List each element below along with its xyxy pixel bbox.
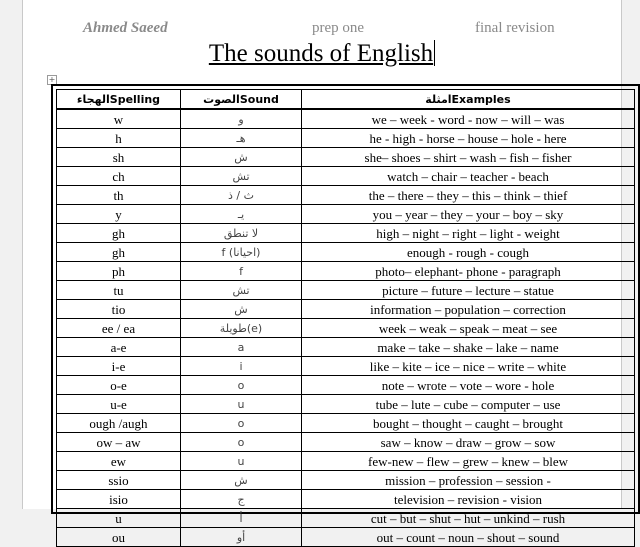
spelling-cell: ou	[57, 528, 181, 547]
table-body	[57, 109, 635, 547]
sound-cell: لا تنطق	[181, 224, 302, 243]
examples-cell: watch – chair – teacher - beach	[302, 167, 635, 186]
spelling-cell: i-e	[57, 357, 181, 376]
table-header-row	[57, 90, 635, 110]
sound-cell: هـ	[181, 129, 302, 148]
sound-cell: ش	[181, 300, 302, 319]
sound-cell: u	[181, 395, 302, 414]
author-name: Ahmed Saeed	[83, 20, 168, 36]
examples-cell: tube – lute – cube – computer – use	[302, 395, 635, 414]
spelling-cell: tio	[57, 300, 181, 319]
examples-cell: make – take – shake – lake – name	[302, 338, 635, 357]
examples-cell: week – weak – speak – meat – see	[302, 319, 635, 338]
spelling-cell: ough /augh	[57, 414, 181, 433]
revision-label: final revision	[475, 20, 555, 36]
examples-cell: few-new – flew – grew – knew – blew	[302, 452, 635, 471]
table-row	[57, 395, 635, 414]
spelling-cell: ch	[57, 167, 181, 186]
sound-cell: طويلة(e)	[181, 319, 302, 338]
table-row	[57, 186, 635, 205]
examples-cell: enough - rough - cough	[302, 243, 635, 262]
sound-cell: ج	[181, 490, 302, 509]
spelling-cell: u-e	[57, 395, 181, 414]
sound-cell: u	[181, 452, 302, 471]
examples-cell: the – there – they – this – think – thief	[302, 186, 635, 205]
spelling-cell: th	[57, 186, 181, 205]
examples-cell: photo– elephant- phone - paragraph	[302, 262, 635, 281]
column-header-sound: الصوتSound	[181, 90, 302, 110]
spelling-cell: tu	[57, 281, 181, 300]
table-move-handle-icon[interactable]: +	[48, 75, 56, 84]
spelling-cell: ew	[57, 452, 181, 471]
sound-cell: a	[181, 338, 302, 357]
spelling-cell: ph	[57, 262, 181, 281]
examples-cell: you – year – they – your – boy – sky	[302, 205, 635, 224]
text-cursor	[434, 40, 435, 66]
sound-cell: ش	[181, 148, 302, 167]
sounds-table	[56, 89, 635, 547]
table-row	[57, 300, 635, 319]
document-title[interactable]	[23, 40, 621, 68]
spelling-cell: a-e	[57, 338, 181, 357]
table-row	[57, 319, 635, 338]
column-header-examples: امثلةExamples	[302, 90, 635, 110]
table-row	[57, 338, 635, 357]
table-row	[57, 414, 635, 433]
spelling-cell: h	[57, 129, 181, 148]
table-row	[57, 262, 635, 281]
examples-cell: high – night – right – light - weight	[302, 224, 635, 243]
examples-cell: saw – know – draw – grow – sow	[302, 433, 635, 452]
sound-cell: تش	[181, 167, 302, 186]
sound-cell: i	[181, 357, 302, 376]
table-row	[57, 433, 635, 452]
spelling-cell: gh	[57, 243, 181, 262]
sounds-table-frame	[51, 84, 640, 545]
sound-cell: تش	[181, 281, 302, 300]
grade-label: prep one	[312, 20, 365, 36]
examples-cell: like – kite – ice – nice – write – white	[302, 357, 635, 376]
spelling-cell: sh	[57, 148, 181, 167]
column-header-spelling: الهجاءSpelling	[57, 90, 181, 110]
sound-cell: ث / ذ	[181, 186, 302, 205]
sound-cell: ش	[181, 471, 302, 490]
sound-cell: f	[181, 262, 302, 281]
table-row	[57, 281, 635, 300]
document-page	[22, 0, 622, 545]
examples-cell: information – population – correction	[302, 300, 635, 319]
examples-cell: we – week - word - now – will – was	[302, 109, 635, 129]
table-row	[57, 509, 635, 528]
sound-cell: أو	[181, 528, 302, 547]
examples-cell: cut – but – shut – hut – unkind – rush	[302, 509, 635, 528]
table-row	[57, 243, 635, 262]
sound-cell: أ	[181, 509, 302, 528]
examples-cell: mission – profession – session -	[302, 471, 635, 490]
spelling-cell: o-e	[57, 376, 181, 395]
header-line	[23, 20, 621, 40]
sound-cell: o	[181, 414, 302, 433]
table-row	[57, 224, 635, 243]
table-row	[57, 528, 635, 547]
table-row	[57, 109, 635, 129]
spelling-cell: y	[57, 205, 181, 224]
table-row	[57, 376, 635, 395]
spelling-cell: ssio	[57, 471, 181, 490]
sound-cell: يـ	[181, 205, 302, 224]
spelling-cell: ow – aw	[57, 433, 181, 452]
table-row	[57, 129, 635, 148]
spelling-cell: isio	[57, 490, 181, 509]
spelling-cell: ee / ea	[57, 319, 181, 338]
table-row	[57, 471, 635, 490]
table-row	[57, 167, 635, 186]
examples-cell: out – count – noun – shout – sound	[302, 528, 635, 547]
examples-cell: he - high - horse – house – hole - here	[302, 129, 635, 148]
table-row	[57, 148, 635, 167]
table-row	[57, 205, 635, 224]
table-row	[57, 357, 635, 376]
examples-cell: note – wrote – vote – wore - hole	[302, 376, 635, 395]
sound-cell: f (احيانا)	[181, 243, 302, 262]
table-row	[57, 452, 635, 471]
examples-cell: picture – future – lecture – statue	[302, 281, 635, 300]
sound-cell: o	[181, 376, 302, 395]
spelling-cell: w	[57, 109, 181, 129]
sound-cell: o	[181, 433, 302, 452]
sound-cell: و	[181, 109, 302, 129]
examples-cell: television – revision - vision	[302, 490, 635, 509]
spelling-cell: gh	[57, 224, 181, 243]
examples-cell: she– shoes – shirt – wash – fish – fisher	[302, 148, 635, 167]
spelling-cell: u	[57, 509, 181, 528]
examples-cell: bought – thought – caught – brought	[302, 414, 635, 433]
table-row	[57, 490, 635, 509]
document-title-text: The sounds of English	[208, 40, 434, 67]
